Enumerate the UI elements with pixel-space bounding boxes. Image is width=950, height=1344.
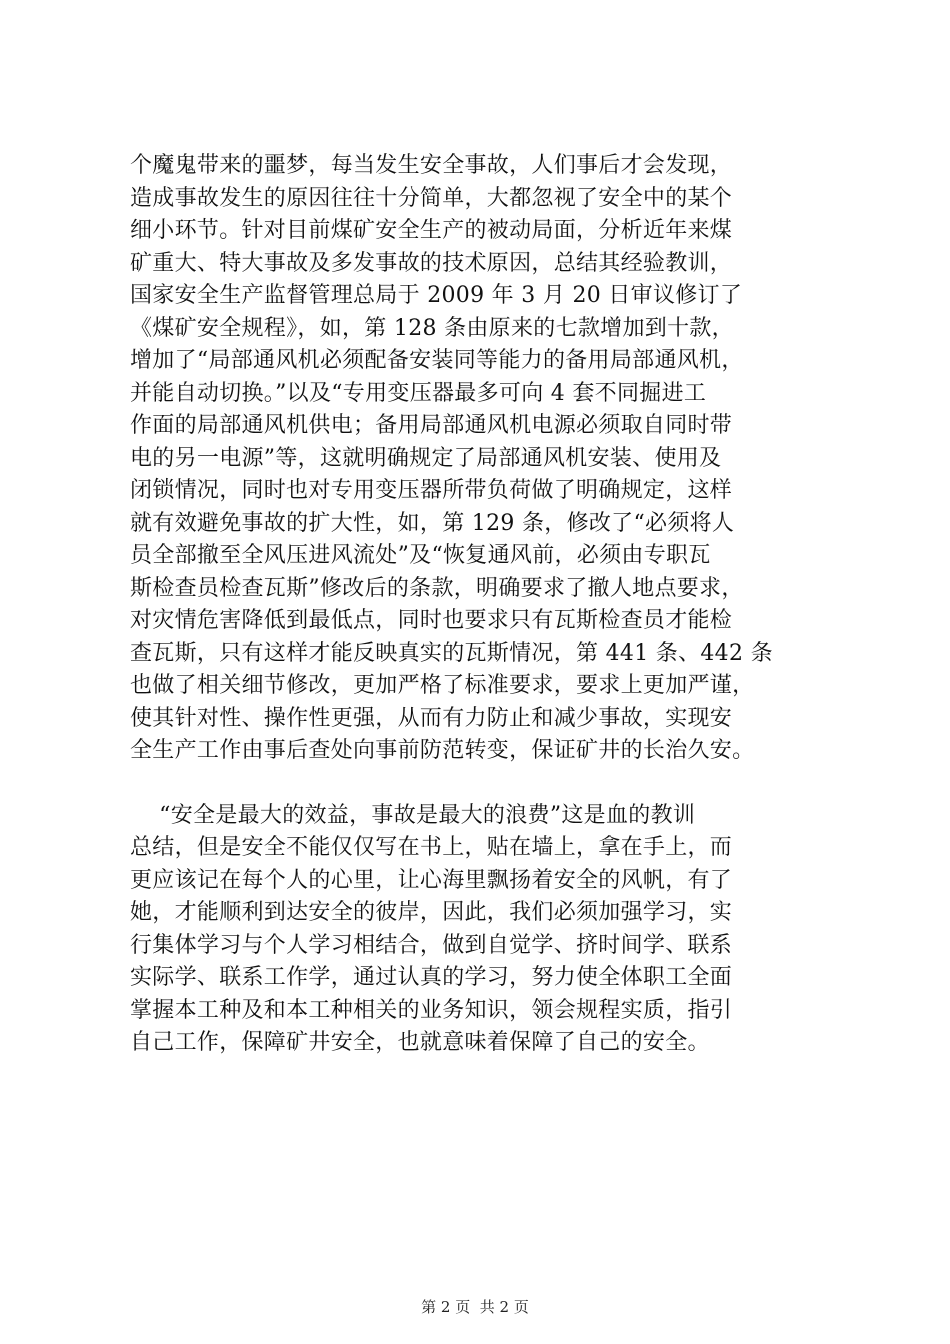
text-line: “安全是最大的效益，事故是最大的浪费”这是血的教训 xyxy=(130,802,696,828)
text-line: 矿重大、特大事故及多发事故的技术原因，总结其经验教训， xyxy=(130,250,733,276)
text-line: 她，才能顺利到达安全的彼岸，因此，我们必须加强学习，实 xyxy=(130,900,733,925)
text-line: 《煤矿安全规程》，如，第 128 条由原来的七款增加到十款， xyxy=(130,315,734,341)
text-line: 使其针对性、操作性更强，从而有力防止和减少事故，实现安 xyxy=(130,705,733,731)
page-number: 第 2 页 共 2 页 xyxy=(421,1298,529,1316)
text-line: 闭锁情况，同时也对专用变压器所带负荷做了明确规定，这样 xyxy=(130,478,733,503)
text-line: 全生产工作由事后查处向事前防范转变，保证矿井的长治久安。 xyxy=(130,738,755,763)
text-line: 就有效避免事故的扩大性，如，第 129 条，修改了“必须将人 xyxy=(130,510,735,536)
text-line: 也做了相关细节修改，更加严格了标准要求，要求上更加严谨， xyxy=(130,673,755,698)
paragraph-2 xyxy=(130,800,830,1060)
paragraph-spacer xyxy=(130,768,830,800)
text-line: 实际学、联系工作学，通过认真的学习，努力使全体职工全面 xyxy=(130,965,733,990)
text-line: 个魔鬼带来的噩梦，每当发生安全事故，人们事后才会发现， xyxy=(130,153,733,178)
text-line: 总结，但是安全不能仅仅写在书上，贴在墙上，拿在手上，而 xyxy=(130,835,733,860)
text-line: 自己工作，保障矿井安全，也就意味着保障了自己的安全。 xyxy=(130,1030,710,1055)
paragraph-1 xyxy=(130,150,830,768)
text-line: 掌握本工种及和本工种相关的业务知识，领会规程实质，指引 xyxy=(130,997,733,1023)
text-line: 细小环节。针对目前煤矿安全生产的被动局面，分析近年来煤 xyxy=(130,218,733,243)
text-line: 查瓦斯，只有这样才能反映真实的瓦斯情况，第 441 条、442 条 xyxy=(130,640,773,666)
text-line: 员全部撤至全风压进风流处”及“恢复通风前，必须由专职瓦 xyxy=(130,543,711,568)
document-body xyxy=(130,150,830,1060)
text-line: 造成事故发生的原因往往十分简单，大都忽视了安全中的某个 xyxy=(130,185,733,211)
text-line: 并能自动切换。”以及“专用变压器最多可向 4 套不同掘进工 xyxy=(130,380,707,406)
text-line: 国家安全生产监督管理总局于 2009 年 3 月 20 日审议修订了 xyxy=(130,283,743,308)
text-line: 作面的局部通风机供电；备用局部通风机电源必须取自同时带 xyxy=(130,413,733,438)
text-line: 斯检查员检查瓦斯”修改后的条款，明确要求了撤人地点要求， xyxy=(130,575,744,601)
text-line: 对灾情危害降低到最低点，同时也要求只有瓦斯检查员才能检 xyxy=(130,608,733,633)
text-line: 更应该记在每个人的心里，让心海里飘扬着安全的风帆，有了 xyxy=(130,867,733,893)
text-line: 增加了“局部通风机必须配备安装同等能力的备用局部通风机， xyxy=(130,348,744,373)
text-line: 电的另一电源”等，这就明确规定了局部通风机安装、使用及 xyxy=(130,445,722,471)
text-line: 行集体学习与个人学习相结合，做到自觉学、挤时间学、联系 xyxy=(130,932,733,958)
